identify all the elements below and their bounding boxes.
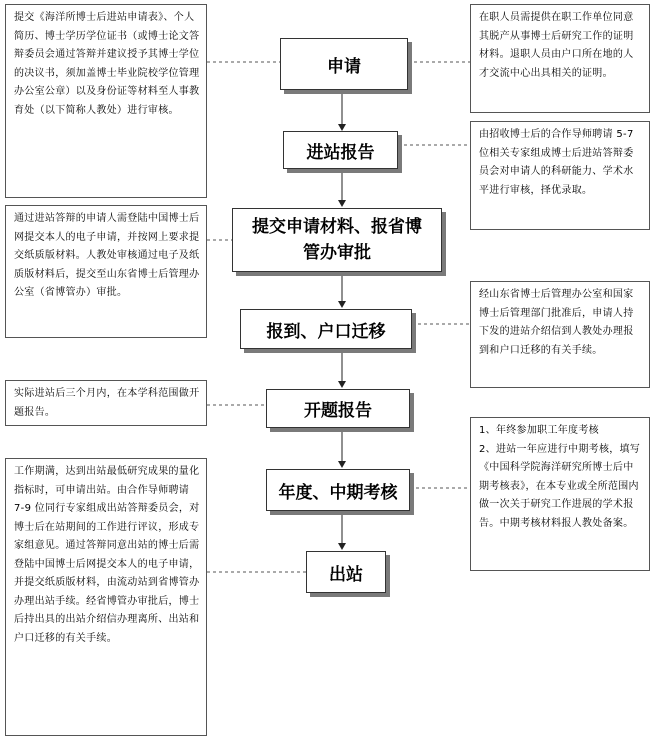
step-entry-report [283, 131, 398, 169]
note-left4-text: 工作期满，达到出站最低研究成果的量化指标时，可申请出站。由合作导师聘请 7-9 位同行专家组成出站答辩委员会，对博士后在站期间的工作进行评议，形成专家组意见。通过答辩同意出站的博士后需登陆中国博士后网提交本人的电子申请，并提交纸质版材料，由流动站到省博管办办理出站手续。经省博管办审批后，博士后持出具的出站介绍信办理离所、出站和户口迁移的有关手续。 [14, 466, 200, 644]
note-left-application-materials [5, 4, 207, 198]
note-right-assessment [470, 417, 650, 571]
step-assessment [266, 469, 410, 511]
step-opening-report-label: 开题报告 [304, 401, 372, 421]
note-right2-text: 由招收博士后的合作导师聘请 5-7 位相关专家组成博士后进站答辩委员会对申请人的科研能力、学术水平进行审核，择优录取。 [479, 129, 634, 196]
step-assessment-label: 年度、中期考核 [278, 482, 398, 503]
note-right3-text: 经山东省博士后管理办公室和国家博士后管理部门批准后，申请人持下发的进站介绍信到人教处办理报到和户口迁移的有关手续。 [479, 289, 634, 356]
note-left-opening-report [5, 380, 207, 426]
step-submit-materials [232, 208, 442, 272]
note-right-employment-proof [470, 4, 650, 113]
step-exit-label: 出站 [329, 564, 363, 585]
note-left-exit-procedure [5, 458, 207, 736]
note-left2-text: 通过进站答辩的申请人需登陆中国博士后网提交本人的电子申请，并按网上要求提交纸质版材料。人教处审核通过电子及纸质版材料后，提交至山东省博士后管理办公室（省博管办）审批。 [14, 213, 200, 298]
note-right4a-text: 1、年终参加职工年度考核 [479, 425, 599, 436]
step-submit-materials-label: 提交申请材料、报省博管办审批 [252, 217, 422, 263]
note-left1-text: 提交《海洋所博士后进站申请表》、个人简历、博士学历学位证书（或博士论文答辩委员会通过答辩并建议授予其博士学位的决议书，须加盖博士毕业院校学位管理办公室公章）以及身份证等材料至人事教育处（以下简称人教处）进行审核。 [14, 12, 200, 116]
note-left-online-submission [5, 205, 207, 338]
step-apply-label: 申请 [327, 56, 361, 77]
note-right1-text: 在职人员需提供在职工作单位同意其脱产从事博士后研究工作的证明材料。退职人员由户口所在地的人才交流中心出具相关的证明。 [479, 12, 634, 79]
step-registration [240, 309, 412, 349]
step-exit [306, 551, 386, 593]
note-right-registration [470, 281, 650, 388]
note-right-entry-review [470, 121, 650, 230]
step-opening-report [266, 389, 410, 428]
step-registration-label: 报到、户口迁移 [266, 321, 386, 342]
step-entry-report-label: 进站报告 [306, 142, 375, 163]
note-right4b-text: 2、进站一年应进行中期考核，填写《中国科学院海洋研究所博士后中期考核表》，在本专业或全所范围内做一次关于研究工作进展的学术报告。中期考核材料报人教处备案。 [479, 443, 641, 529]
step-apply [280, 38, 408, 90]
note-left3-text: 实际进站后三个月内，在本学科范围做开题报告。 [14, 388, 200, 418]
